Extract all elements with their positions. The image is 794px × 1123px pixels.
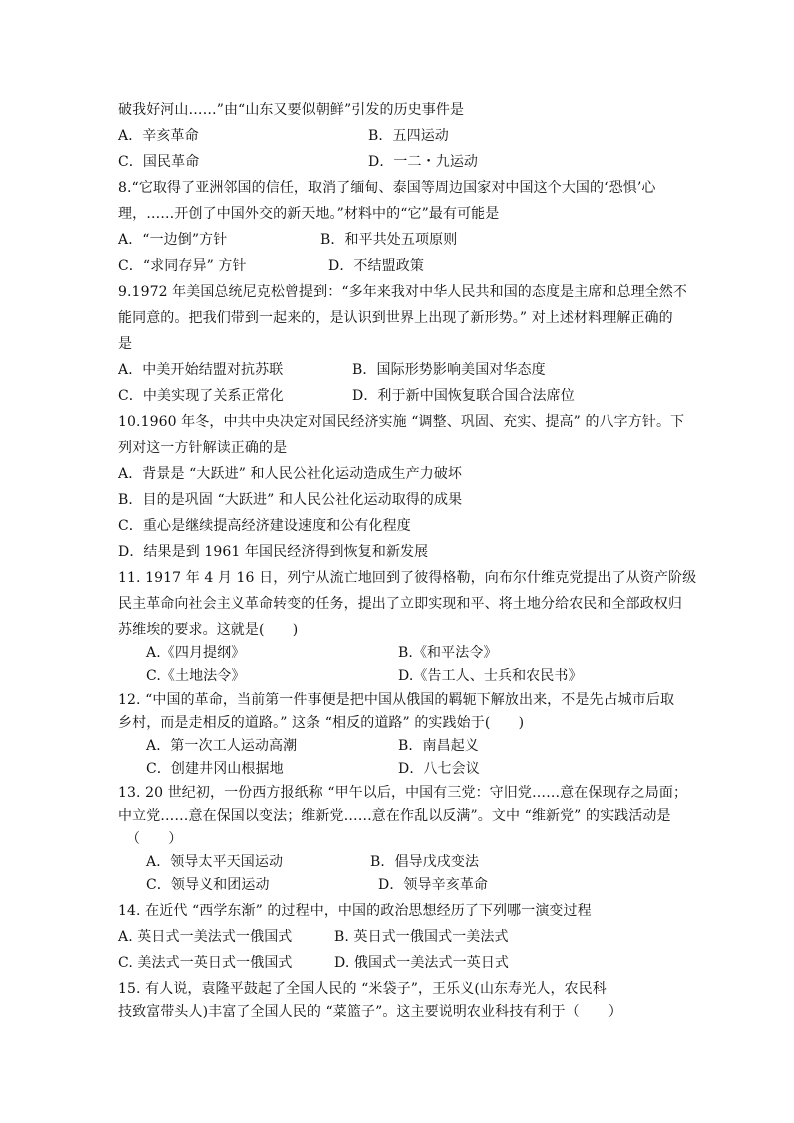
q11-stem-line1: 11. 1917 年 4 月 16 日，列宁从流亡地回到了彼得格勒，向布尔什维克党提出了从资产阶级 xyxy=(118,570,697,586)
q14-option-a: A. 英日式一美法式一俄国式 xyxy=(118,929,293,945)
q13-stem-line2: 中立党……意在保国以变法；维新党……意在作乱以反满”。文中 “维新党” 的实践活动是 xyxy=(118,808,671,824)
q9-option-c: C．中美实现了关系正常化 xyxy=(118,388,284,404)
q10-option-b: B．目的是巩固 “大跃进” 和人民公社化运动取得的成果 xyxy=(118,492,463,508)
q8-stem-line2: 理，……开创了中国外交的新天地。”材料中的“它”最有可能是 xyxy=(118,206,500,222)
q14-option-d: D. 俄国式一美法式一英日式 xyxy=(334,955,510,971)
q11-stem-line3: 苏维埃的要求。这就是( ) xyxy=(118,622,299,638)
q7-option-a: A．辛亥革命 xyxy=(118,128,199,144)
q8-option-a: A．“一边倒”方针 xyxy=(118,232,228,248)
q8-stem-line1: 8.“它取得了亚洲邻国的信任，取消了缅甸、泰国等周边国家对中国这个大国的‘恐惧’心 xyxy=(118,180,656,196)
q13-option-c: C．领导义和团运动 xyxy=(146,877,270,893)
q11-stem-line2: 民主革命向社会主义革命转变的任务，提出了立即实现和平、将土地分给农民和全部政权归 xyxy=(118,596,682,612)
q13-stem-line1: 13. 20 世纪初，一份西方报纸称 “甲午以后，中国有三党：守旧党……意在保现存之局面； xyxy=(118,785,688,801)
q10-option-d: D．结果是到 1961 年国民经济得到恢复和新发展 xyxy=(118,544,429,560)
q12-stem-line2: 乡村，而是走相反的道路。” 这条 “相反的道路” 的实践始于( ) xyxy=(118,715,525,731)
q14-stem: 14. 在近代 “西学东渐” 的过程中，中国的政治思想经历了下列哪一演变过程 xyxy=(118,903,592,919)
q13-stem-line3: （ ） xyxy=(126,831,183,847)
q8-option-c: C．“求同存异” 方针 xyxy=(118,258,247,274)
q12-option-d: D．八七会议 xyxy=(398,761,480,777)
q10-stem-line2: 列对这一方针解读正确的是 xyxy=(118,440,288,456)
q9-option-a: A．中美开始结盟对抗苏联 xyxy=(118,362,284,378)
q7-option-c: C．国民革命 xyxy=(118,154,200,170)
q8-option-d: D．不结盟政策 xyxy=(328,258,424,274)
q7-stem-end: 破我好河山……”由“山东又要似朝鲜”引发的历史事件是 xyxy=(118,102,465,118)
q10-option-c: C．重心是继续提高经济建设速度和公有化程度 xyxy=(118,518,411,534)
q11-option-c: C.《土地法令》 xyxy=(146,668,246,684)
q9-option-b: B．国际形势影响美国对华态度 xyxy=(352,362,546,378)
q7-option-b: B．五四运动 xyxy=(368,128,449,144)
q10-stem-line1: 10.1960 年冬，中共中央决定对国民经济实施 “调整、巩固、充实、提高” 的八字方针。下 xyxy=(118,414,685,430)
q11-option-a: A.《四月提纲》 xyxy=(146,645,246,661)
q9-stem-line1: 9.1972 年美国总统尼克松曾提到：“多年来我对中华人民共和国的态度是主席和总理全然不 xyxy=(118,284,687,300)
q11-option-b: B.《和平法令》 xyxy=(398,645,498,661)
q15-stem-line2: 技致富带头人)丰富了全国人民的 “菜篮子”。这主要说明农业科技有利于（ ） xyxy=(118,1004,623,1020)
q13-option-d: D．领导辛亥革命 xyxy=(378,877,489,893)
q9-option-d: D．利于新中国恢复联合国合法席位 xyxy=(352,388,575,404)
q8-option-b: B．和平共处五项原则 xyxy=(320,232,458,248)
q15-stem-line1: 15. 有人说，袁隆平鼓起了全国人民的 “米袋子”，王乐义(山东寿光人，农民科 xyxy=(118,981,607,997)
q12-stem-line1: 12. “中国的革命，当前第一件事便是把中国从俄国的羁轭下解放出来，不是先占城市后取 xyxy=(118,692,675,708)
q11-option-d: D.《告工人、士兵和农民书》 xyxy=(398,668,583,684)
q13-option-b: B．倡导戊戌变法 xyxy=(370,854,480,870)
q10-option-a: A．背景是 “大跃进” 和人民公社化运动造成生产力破坏 xyxy=(118,466,463,482)
q9-stem-line3: 是 xyxy=(118,336,133,352)
q12-option-a: A．第一次工人运动高潮 xyxy=(146,738,298,754)
q9-stem-line2: 能同意的。把我们带到一起来的，是认识到世界上出现了新形势。” 对上述材料理解正确的 xyxy=(118,310,673,326)
q14-option-b: B. 英日式一俄国式一美法式 xyxy=(334,929,509,945)
q12-option-c: C．创建井冈山根据地 xyxy=(146,761,284,777)
q13-option-a: A．领导太平天国运动 xyxy=(146,854,284,870)
q12-option-b: B．南昌起义 xyxy=(398,738,479,754)
q14-option-c: C. 美法式一英日式一俄国式 xyxy=(118,955,293,971)
q7-option-d: D．一二・九运动 xyxy=(368,154,479,170)
